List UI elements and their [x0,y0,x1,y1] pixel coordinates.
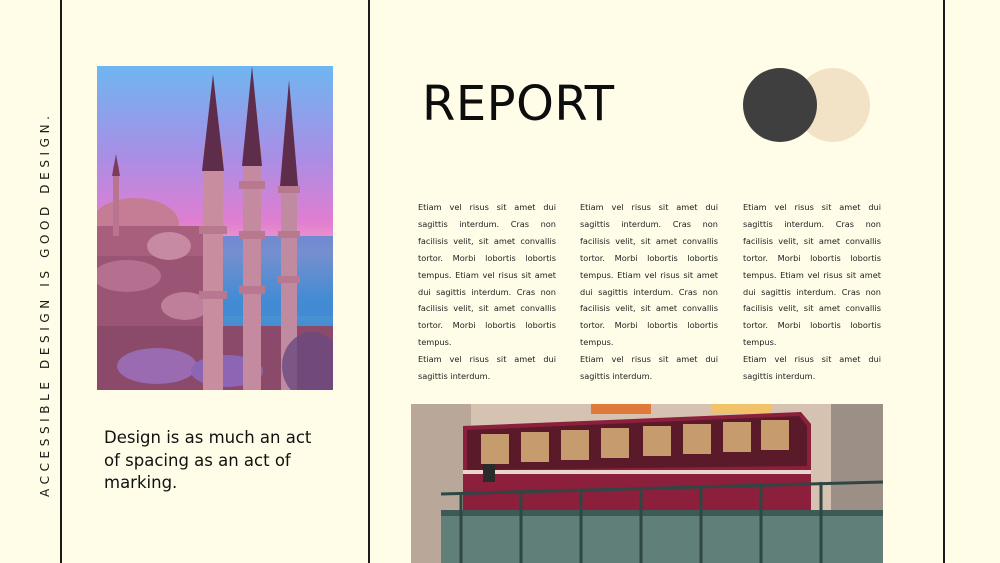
column-paragraph: Etiam vel risus sit amet dui sagittis interdum. [743,354,881,382]
text-column-1 [418,199,556,385]
text-column-2 [580,199,718,385]
mosque-photo [97,66,333,390]
column-paragraph: Etiam vel risus sit amet dui sagittis interdum. [580,354,718,382]
divider-middle [368,0,370,563]
column-paragraph: Etiam vel risus sit amet dui sagittis interdum. [418,354,556,382]
column-paragraph: Etiam vel risus sit amet dui sagittis interdum. Cras non facilisis velit, sit amet convallis tortor. Morbi lobortis lobortis tempus. Etiam vel risus sit amet dui sagittis interdum. Cras non facilisis velit, sit amet convallis tortor. Morbi lobortis lobortis tempus. [743,202,881,348]
tram-photo [411,404,883,563]
decorative-dark-circle [743,68,817,142]
text-column-3 [743,199,881,385]
mosque-illustration [97,66,333,390]
column-paragraph: Etiam vel risus sit amet dui sagittis interdum. Cras non facilisis velit, sit amet convallis tortor. Morbi lobortis lobortis tempus. Etiam vel risus sit amet dui sagittis interdum. Cras non facilisis velit, sit amet convallis tortor. Morbi lobortis lobortis tempus. [580,202,718,348]
divider-right [943,0,945,563]
tram-illustration [411,404,883,563]
quote-text: Design is as much an act of spacing as an act of marking. [104,428,312,492]
side-caption: ACCESSIBLE DESIGN IS GOOD DESIGN. [38,111,52,497]
page-title: REPORT [422,76,615,132]
column-paragraph: Etiam vel risus sit amet dui sagittis interdum. Cras non facilisis velit, sit amet convallis tortor. Morbi lobortis lobortis tempus. Etiam vel risus sit amet dui sagittis interdum. Cras non facilisis velit, sit amet convallis tortor. Morbi lobortis lobortis tempus. [418,202,556,348]
divider-left [60,0,62,563]
